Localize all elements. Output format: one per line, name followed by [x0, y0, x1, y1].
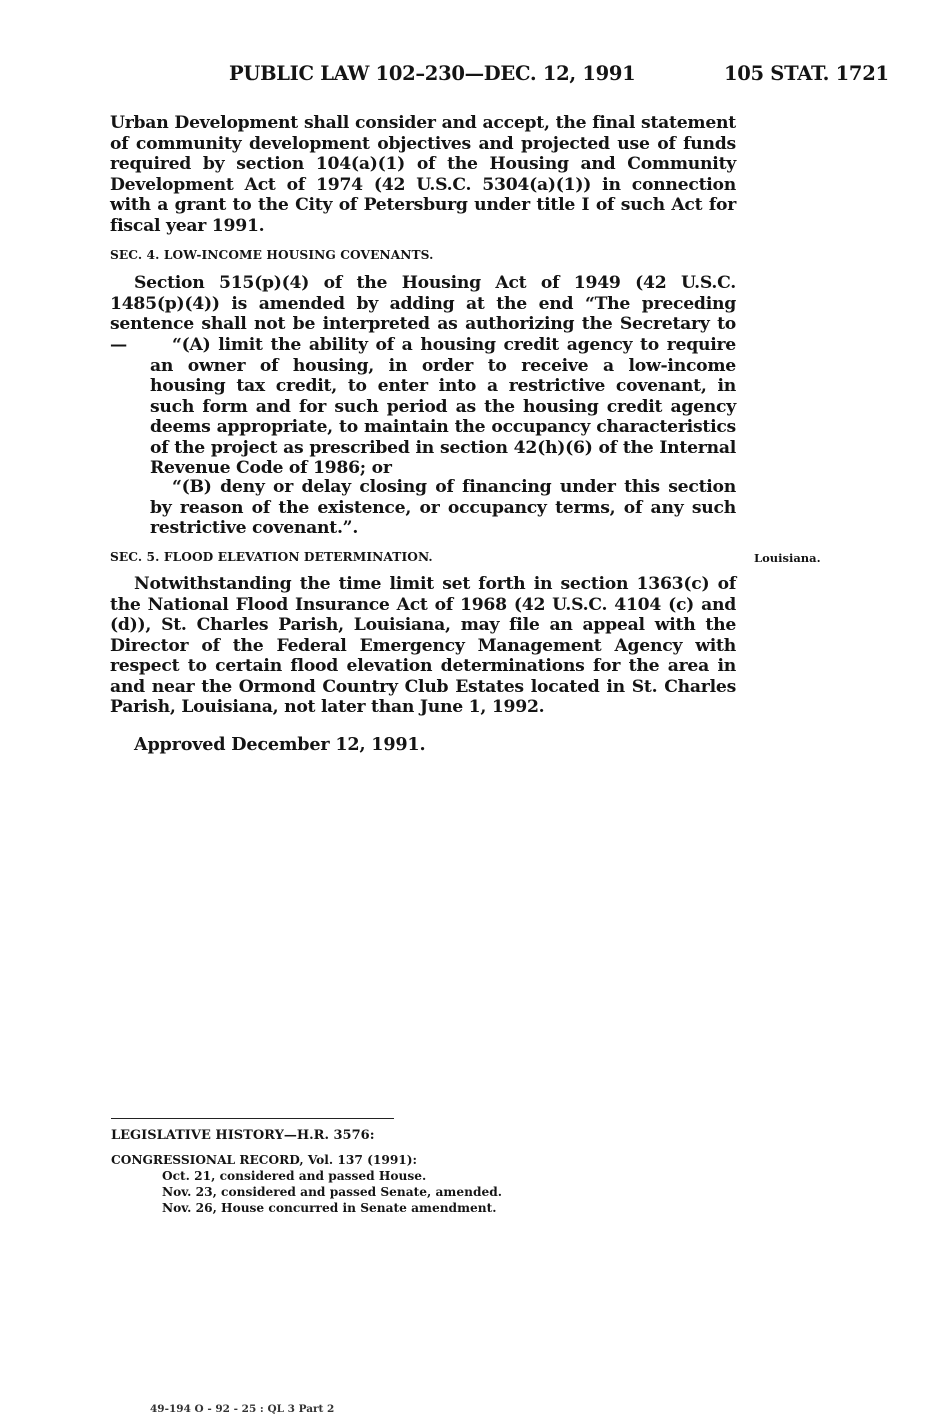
history-entry: Oct. 21, considered and passed House. — [162, 1169, 427, 1183]
footnote-divider — [111, 1118, 394, 1119]
section-4-paragraph: Section 515(p)(4) of the Housing Act of 1949 (42 U.S.C. 1485(p)(4)) is amended by adding at the end “The preceding sentence shall not be interpreted as authorizing the Secretary to— — [110, 273, 736, 355]
section-4-clause-b: “(B) deny or delay closing of financing under this section by reason of the existence, or occupancy terms, of any such restrictive covenant.”. — [150, 477, 736, 538]
approval-date: Approved December 12, 1991. — [134, 734, 426, 755]
continuation-paragraph: Urban Development shall consider and accept, the final statement of community development objectives and projected use of funds required by section 104(a)(1) of the Housing and Community Development Act of 1974 (42 U.S.C. 5304(a)(1)) in connection with a grant to the City of Petersburg under title I of such Act for fiscal year 1991. — [110, 113, 736, 236]
history-entry: Nov. 23, considered and passed Senate, amended. — [162, 1185, 502, 1199]
margin-note-louisiana: Louisiana. — [754, 551, 821, 565]
section-5-paragraph: Notwithstanding the time limit set forth in section 1363(c) of the National Flood Insurance Act of 1968 (42 U.S.C. 4104 (c) and (d)), St. Charles Parish, Louisiana, may file an appeal with the Director of the Federal Emergency Management Agency with respect to certain flood elevation determinations for the area in and near the Ormond Country Club Estates located in St. Charles Parish, Louisiana, not later than June 1, 1992. — [110, 574, 736, 717]
congressional-record-line: CONGRESSIONAL RECORD, Vol. 137 (1991): — [111, 1153, 418, 1167]
legislative-history-title: LEGISLATIVE HISTORY—H.R. 3576: — [111, 1128, 375, 1143]
section-4-heading: SEC. 4. LOW-INCOME HOUSING COVENANTS. — [110, 248, 434, 262]
section-5-heading: SEC. 5. FLOOD ELEVATION DETERMINATION. — [110, 550, 433, 564]
print-job-code: 49-194 O - 92 - 25 : QL 3 Part 2 — [150, 1403, 335, 1415]
section-4-clause-a: “(A) limit the ability of a housing credit agency to require an owner of housing, in order to receive a low-income housing tax credit, to enter into a restrictive covenant, in such form and for such period as the housing credit agency deems appropriate, to maintain the occupancy characteristics of the project as prescribed in section 42(h)(6) of the Internal Revenue Code of 1986; or — [150, 335, 736, 478]
running-head-title: PUBLIC LAW 102–230—DEC. 12, 1991 — [229, 62, 636, 85]
statute-page-number: 105 STAT. 1721 — [724, 62, 889, 85]
history-entry: Nov. 26, House concurred in Senate amendment. — [162, 1201, 497, 1215]
